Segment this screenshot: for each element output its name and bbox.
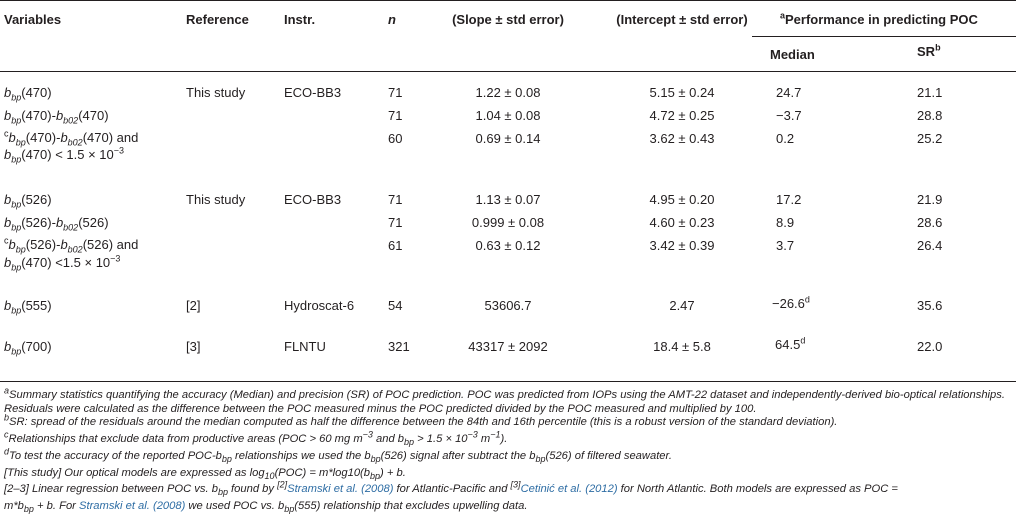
row1-sr: 21.1 <box>917 85 943 100</box>
row2-variable: $b_{bp}(470)-b_{b02}(470)$ <box>4 108 109 126</box>
header-intercept: (Intercept ± std error) <box>616 12 748 27</box>
header-variables: Variables <box>4 12 62 27</box>
row1-median: 24.7 <box>776 85 802 100</box>
row5-median: 8.9 <box>776 215 795 230</box>
row3-sr: 25.2 <box>917 131 943 146</box>
row1-reference: This study <box>186 85 246 100</box>
row3-variable: $^cb_{bp}(470)-b_{b02}(470)$ and <box>4 128 139 148</box>
row1-variable: $b_{bp}(470)$ <box>4 85 52 103</box>
row7-instr: Hydroscat-6 <box>284 298 355 313</box>
row8-instr: FLNTU <box>284 339 326 354</box>
row4-sr: 21.9 <box>917 192 943 207</box>
row3-median: 0.2 <box>776 131 795 146</box>
row7-intercept: 2.47 <box>669 298 695 313</box>
row1-intercept: 5.15 ± 0.24 <box>649 85 715 100</box>
footnote-refs-cont: $m*b_{bp} + b$. For Stramski et al. (2008) we used POC vs. $b_{bp}(555)$ relationship that excludes upwelling data. <box>4 500 528 515</box>
header-performance: $^a$Performance in predicting POC <box>780 10 978 27</box>
footnote-c: $^c$Relationships that exclude data from productive areas (POC > 60 mg $m^{-3}$ and $b_{bp} > 1.5 \times 10^{-3}$ $m^{-1}$). <box>4 429 508 448</box>
row5-intercept: 4.60 ± 0.23 <box>649 215 715 230</box>
row3-intercept: 3.62 ± 0.43 <box>649 131 715 146</box>
stramski-link[interactable]: Stramski et al. (2008) <box>287 483 394 495</box>
row6-sr: 26.4 <box>917 238 943 253</box>
group-rule <box>752 36 1016 37</box>
row5-variable: $b_{bp}(526)-b_{b02}(526)$ <box>4 215 109 233</box>
header-rule <box>0 71 1016 72</box>
row8-median: 64.5$^d$ <box>775 335 806 352</box>
row6-median: 3.7 <box>776 238 795 253</box>
bottom-rule <box>0 381 1016 382</box>
row6-variable: $^cb_{bp}(526)-b_{b02}(526)$ and <box>4 235 139 255</box>
row4-median: 17.2 <box>776 192 802 207</box>
row4-variable: $b_{bp}(526)$ <box>4 192 52 210</box>
row4-intercept: 4.95 ± 0.20 <box>649 192 715 207</box>
row8-intercept: 18.4 ± 5.8 <box>653 339 711 354</box>
row2-intercept: 4.72 ± 0.25 <box>649 108 715 123</box>
row8-n: 321 <box>388 339 410 354</box>
header-reference: Reference <box>186 12 249 27</box>
row8-slope: 43317 ± 2092 <box>468 339 548 354</box>
header-sr: $SR^b$ <box>917 42 941 59</box>
footnote-d: $^d$To test the accuracy of the reported POC-$b_{bp}$ relationships we used the $b_{bp}(526)$ signal after subtract the $b_{bp}(526)$ of filtered seawater. <box>4 446 672 465</box>
header-instr: Instr. <box>284 12 316 27</box>
row5-n: 71 <box>388 215 403 230</box>
row8-sr: 22.0 <box>917 339 943 354</box>
row7-reference: [2] <box>186 298 201 313</box>
cetinic-link[interactable]: Cetinić et al. (2012) <box>520 483 618 495</box>
row7-sr: 35.6 <box>917 298 943 313</box>
footnote-this-study: [This study] Our optical models are expressed as $\log_{10}(POC) = m*\log 10(b_{bp}) + b$. <box>4 467 406 482</box>
row2-n: 71 <box>388 108 403 123</box>
row6-slope: 0.63 ± 0.12 <box>475 238 541 253</box>
top-rule <box>0 0 1016 1</box>
header-slope: (Slope ± std error) <box>452 12 564 27</box>
row4-slope: 1.13 ± 0.07 <box>475 192 541 207</box>
row3-slope: 0.69 ± 0.14 <box>475 131 541 146</box>
footnote-b: $^b$SR: spread of the residuals around the median computed as half the difference between the 84th and 16th percentile (this is a robust version of the standard deviation). <box>4 412 838 428</box>
header-n: n <box>388 12 396 27</box>
row7-slope: 53606.7 <box>484 298 532 313</box>
row3-variable-cont: $b_{bp}(470) < 1.5 \times 10^{-3}$ <box>4 145 125 165</box>
row6-variable-cont: $b_{bp}(470) <1.5 \times 10^{-3}$ <box>4 253 121 273</box>
row7-n: 54 <box>388 298 403 313</box>
row4-reference: This study <box>186 192 246 207</box>
row5-slope: 0.999 ± 0.08 <box>471 215 545 230</box>
row1-slope: 1.22 ± 0.08 <box>475 85 541 100</box>
row1-n: 71 <box>388 85 403 100</box>
stramski-link-2[interactable]: Stramski et al. (2008) <box>79 500 186 512</box>
row4-n: 71 <box>388 192 403 207</box>
row6-n: 61 <box>388 238 403 253</box>
row2-slope: 1.04 ± 0.08 <box>475 108 541 123</box>
row5-sr: 28.6 <box>917 215 943 230</box>
row4-instr: ECO-BB3 <box>284 192 342 207</box>
row3-n: 60 <box>388 131 403 146</box>
row2-median: −3.7 <box>776 108 802 123</box>
footnote-a: $^a$Summary statistics quantifying the accuracy (Median) and precision (SR) of POC prediction. POC was predicted from IOPs using the AMT-22 dataset and independently-derived bio-optical relationships. Residuals were calculated as the difference between the POC measured minus the POC predicted divided by the POC measured and multiplied by 100. <box>4 385 1005 415</box>
footnote-refs: [2–3] Linear regression between POC vs. $b_{bp}$ found by [2]Stramski et al. (2008) for Atlantic-Pacific and [3]Cetinić et al. (2012) for North Atlantic. Both models are expressed as POC = <box>4 479 898 498</box>
row7-median: −26.6$^d$ <box>772 294 810 311</box>
row1-instr: ECO-BB3 <box>284 85 342 100</box>
row6-intercept: 3.42 ± 0.39 <box>649 238 715 253</box>
row8-reference: [3] <box>186 339 201 354</box>
header-median: Median <box>770 47 815 62</box>
row7-variable: $b_{bp}(555)$ <box>4 298 52 316</box>
row8-variable: $b_{bp}(700)$ <box>4 339 52 357</box>
row2-sr: 28.8 <box>917 108 943 123</box>
